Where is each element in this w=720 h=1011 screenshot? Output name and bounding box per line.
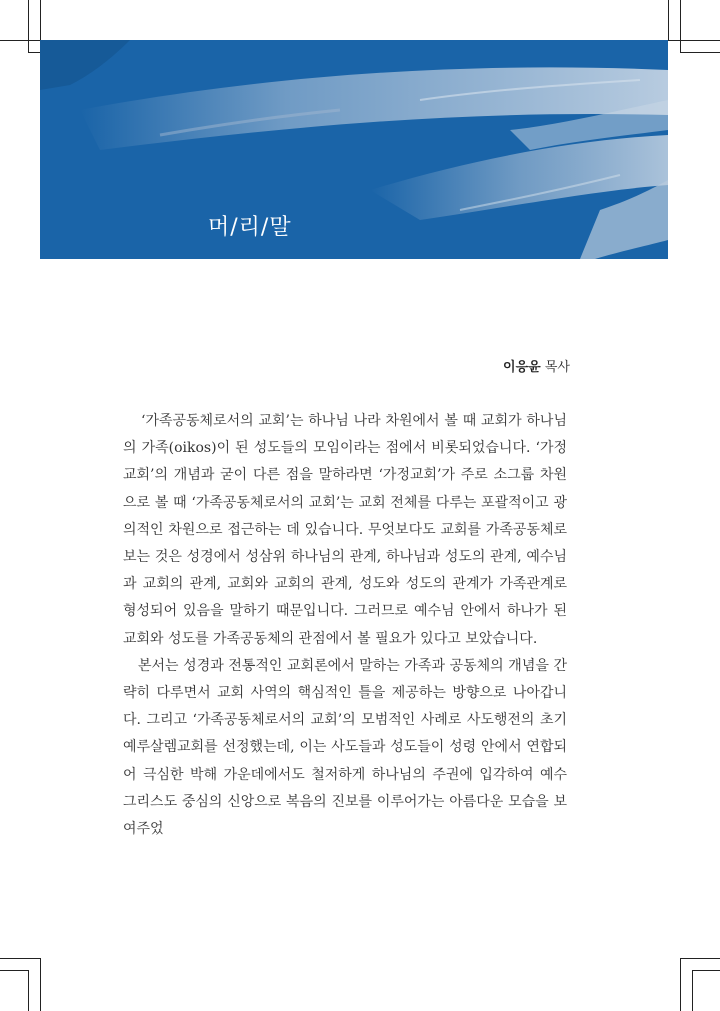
- crop-mark: [680, 52, 720, 53]
- crop-mark: [40, 0, 41, 40]
- author-title: 목사: [544, 360, 570, 375]
- crop-mark: [668, 0, 669, 40]
- crop-mark: [28, 52, 40, 53]
- crop-mark: [0, 958, 40, 959]
- crop-mark: [692, 970, 720, 971]
- crop-mark: [0, 970, 28, 971]
- crop-mark: [680, 0, 681, 52]
- author-line: [503, 356, 570, 375]
- crop-mark: [668, 40, 720, 41]
- paragraph: ‘가족공동체로서의 교회’는 하나님 나라 차원에서 볼 때 교회가 하나님의 가족(oikos)이 된 성도들의 모임이라는 점에서 비롯되었습니다. ‘가정교회’의 개념과 굳이 다른 점을 말하라면 ‘가정교회’가 주로 소그룹 차원으로 볼 때 ‘가족공동체로서의 교회’는 교회 전체를 다루는 포괄적이고 광의적인 차원으로 접근하는 데 있습니다. 무엇보다도 교회를 가족공동체로 보는 것은 성경에서 성삼위 하나님의 관계, 하나님과 성도의 관계, 예수님과 교회의 관계, 교회와 교회의 관계, 성도와 성도의 관계가 가족관계로 형성되어 있음을 말하기 때문입니다. 그러므로 예수님 안에서 하나가 된 교회와 성도를 가족공동체의 관점에서 볼 필요가 있다고 보았습니다.: [123, 413, 567, 647]
- crop-mark: [680, 958, 720, 959]
- crop-mark: [692, 970, 693, 1011]
- brush-stroke-decoration: [40, 40, 668, 259]
- page-title: 머/리/말: [208, 215, 292, 240]
- author-name: 이응윤: [503, 360, 541, 375]
- paragraph: 본서는 성경과 전통적인 교회론에서 말하는 가족과 공동체의 개념을 간략히 다루면서 교회 사역의 핵심적인 틀을 제공하는 방향으로 나아갑니다. 그리고 ‘가족공동체로서의 교회’의 모범적인 사례로 사도행전의 초기 예루살렘교회를 선정했는데, 이는 사도들과 성도들이 성령 안에서 연합되어 극심한 박해 가운데에서도 철저하게 하나님의 주권에 입각하여 예수 그리스도 중심의 신앙으로 복음의 진보를 이루어가는 아름다운 모습을 보여주었: [123, 657, 567, 838]
- crop-mark: [40, 958, 41, 1011]
- crop-mark: [680, 958, 681, 1011]
- crop-mark: [28, 0, 29, 52]
- preface-body: [123, 408, 567, 843]
- crop-mark: [28, 970, 29, 1011]
- header-banner: [40, 40, 668, 259]
- crop-mark: [0, 40, 40, 41]
